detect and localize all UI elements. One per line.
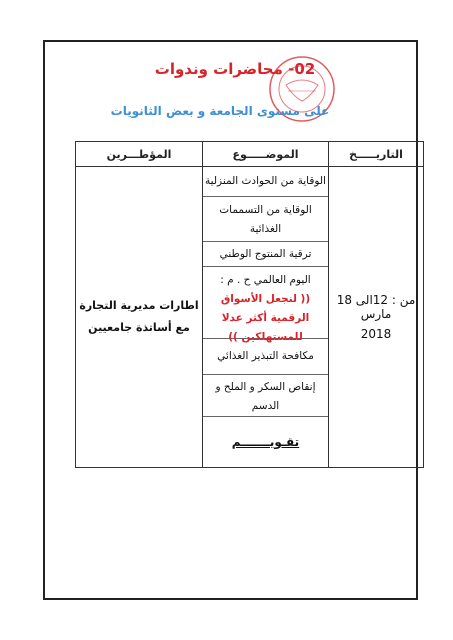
table-header-row bbox=[76, 142, 424, 167]
world-day-label: اليوم العالمي ح . م : bbox=[220, 274, 311, 286]
topic-item-evaluation bbox=[203, 417, 328, 467]
date-range: من : 12الى 18 مارس bbox=[336, 293, 416, 321]
date-cell bbox=[329, 167, 424, 468]
topic-item: إنقاص السكر و الملح و الدسم bbox=[203, 375, 328, 417]
topic-item: الوقاية من الحوادث المنزلية bbox=[203, 167, 328, 197]
topic-item: ترقية المنتوج الوطني bbox=[203, 242, 328, 267]
evaluation-label: تقـويـــــــم bbox=[231, 435, 300, 449]
topic-item-world-day bbox=[203, 267, 328, 343]
header-date: التاريـــــخ bbox=[329, 142, 424, 167]
page-subtitle: على مستوى الجامعة و بعض الثانويات bbox=[110, 104, 330, 118]
header-topic: الموضـــــوع bbox=[203, 142, 329, 167]
table-row bbox=[76, 167, 424, 468]
date-year: 2018 bbox=[360, 327, 392, 341]
header-organizers: المؤطـــرين bbox=[76, 142, 203, 167]
topic-item: الوقاية من التسممات الغذائية bbox=[203, 197, 328, 242]
topics-cell bbox=[203, 167, 329, 468]
world-day-slogan: (( لنجعل الأسواق الرقمية أكثر عدلا للمستهلكين )) bbox=[220, 293, 311, 343]
schedule-table bbox=[75, 141, 424, 468]
organizers-cell: اطارات مديرية التجارة مع أساتذة جامعيين bbox=[76, 167, 203, 468]
page-title: 02- محاضرات وندوات bbox=[154, 60, 316, 78]
topic-item: مكافحة التبذير الغذائي bbox=[203, 339, 328, 375]
